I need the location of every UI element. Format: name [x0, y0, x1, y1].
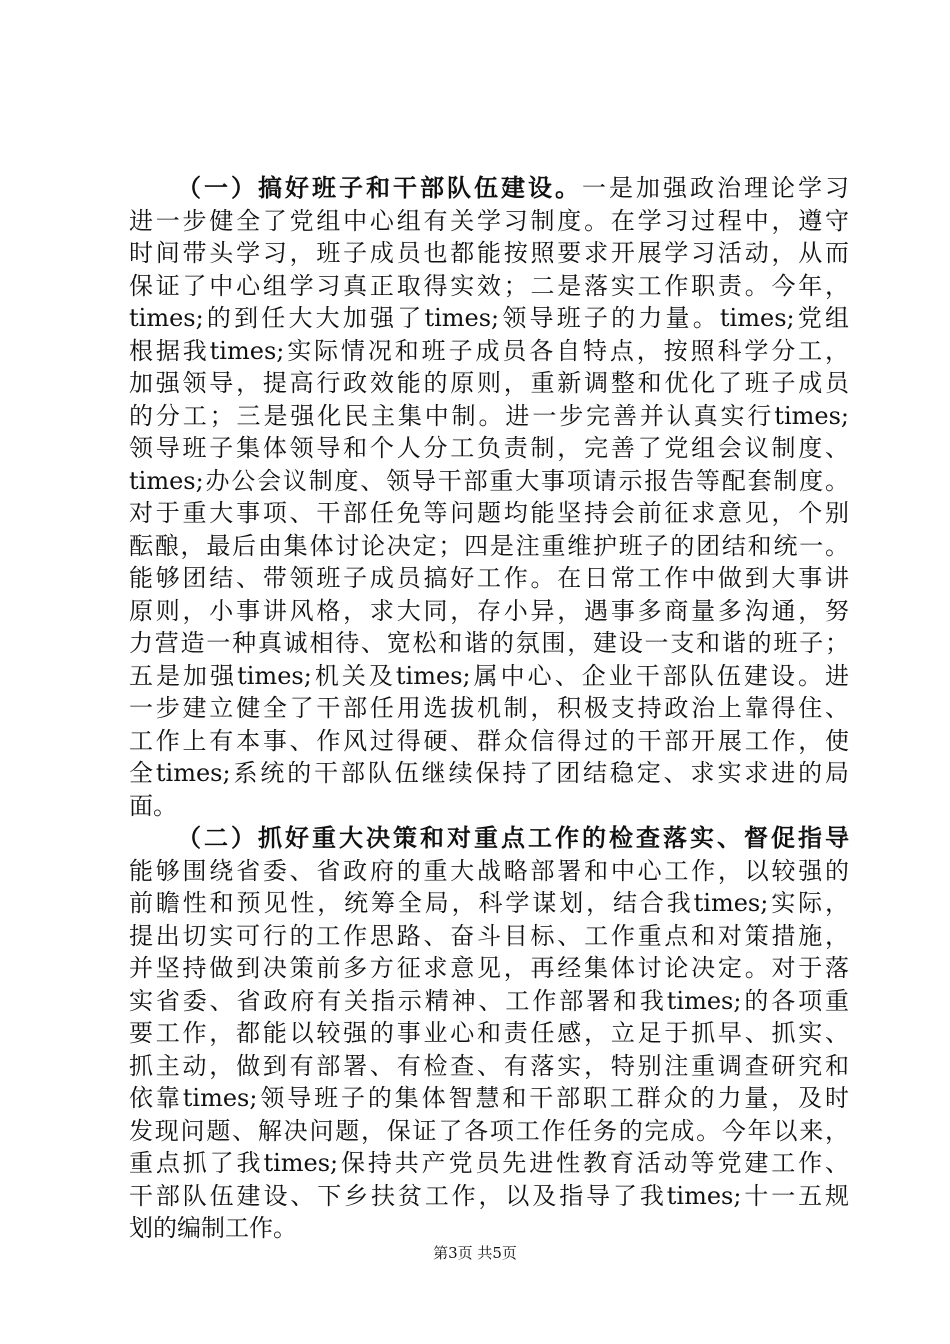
paragraph-1-line: 加强领导，提高行政效能的原则，重新调整和优化了班子成员 [129, 369, 849, 397]
paragraph-1-line: 领导班子集体领导和个人分工负责制，完善了党组会议制度、 [129, 434, 849, 462]
paragraph-2-line: 并坚持做到决策前多方征求意见，再经集体讨论决定。对于落 [129, 954, 849, 982]
paragraph-1-line: 能够团结、带领班子成员搞好工作。在日常工作中做到大事讲 [129, 564, 849, 592]
paragraph-2-line: 能够围绕省委、省政府的重大战略部署和中心工作，以较强的 [129, 856, 849, 885]
paragraph-1-last-line: 面。 [129, 791, 177, 820]
paragraph-2-line: 重点抓了我times;保持共产党员先进性教育活动等党建工作、 [129, 1149, 849, 1177]
paragraph-2-line: 实省委、省政府有关指示精神、工作部署和我times;的各项重 [129, 986, 849, 1015]
paragraph-2-last-line: 划的编制工作。 [129, 1214, 297, 1242]
paragraph-1-line: 对于重大事项、干部任免等问题均能坚持会前征求意见，个别 [129, 499, 849, 527]
paragraph-1-line: 工作上有本事、作风过得硬、群众信得过的干部开展工作，使 [129, 726, 849, 755]
paragraph-2-first-line [129, 822, 849, 855]
paragraph-2-line: 干部队伍建设、下乡扶贫工作，以及指导了我times;十一五规 [129, 1181, 849, 1210]
paragraph-2-line: 发现问题、解决问题，保证了各项工作任务的完成。今年以来， [129, 1116, 849, 1145]
paragraph-1-line: 力营造一种真诚相待、宽松和谐的氛围，建设一支和谐的班子； [129, 629, 849, 657]
paragraph-1-first-line [129, 172, 849, 205]
paragraph-1-line: 的分工；三是强化民主集中制。进一步完善并认真实行times; [129, 401, 849, 430]
paragraph-1-line: times;的到任大大加强了times;领导班子的力量。times;党组 [129, 304, 849, 332]
paragraph-1-line: 原则，小事讲风格，求大同，存小异，遇事多商量多沟通，努 [129, 596, 849, 625]
paragraph-1-line: 一步建立健全了干部任用选拔机制，积极支持政治上靠得住、 [129, 694, 849, 722]
paragraph-1-line: 全times;系统的干部队伍继续保持了团结稳定、求实求进的局 [129, 759, 849, 787]
paragraph-2-heading: （二）抓好重大决策和对重点工作的检查落实、督促指导 [177, 823, 849, 852]
paragraph-2-line: 依靠times;领导班子的集体智慧和干部职工群众的力量，及时 [129, 1084, 849, 1112]
paragraph-1-line: 时间带头学习，班子成员也都能按照要求开展学习活动，从而 [129, 239, 849, 267]
paragraph-2-line: 前瞻性和预见性，统筹全局，科学谋划，结合我times;实际， [129, 889, 849, 917]
paragraph-1-line: 保证了中心组学习真正取得实效；二是落实工作职责。今年， [129, 271, 849, 300]
paragraph-2-line: 抓主动，做到有部署、有检查、有落实，特别注重调查研究和 [129, 1051, 849, 1080]
paragraph-1-line: times;办公会议制度、领导干部重大事项请示报告等配套制度。 [129, 466, 849, 495]
paragraph-1-line: 进一步健全了党组中心组有关学习制度。在学习过程中，遵守 [129, 206, 849, 235]
paragraph-1-line: 根据我times;实际情况和班子成员各自特点，按照科学分工， [129, 336, 849, 365]
paragraph-1-line: 五是加强times;机关及times;属中心、企业干部队伍建设。进 [129, 661, 849, 690]
paragraph-2-line: 要工作，都能以较强的事业心和责任感，立足于抓早、抓实、 [129, 1019, 849, 1047]
paragraph-2-line: 提出切实可行的工作思路、奋斗目标、工作重点和对策措施， [129, 921, 849, 950]
paragraph-1-line: 酝酿，最后由集体讨论决定；四是注重维护班子的团结和统一。 [129, 531, 849, 560]
paragraph-1-heading: （一）搞好班子和干部队伍建设。 [177, 173, 582, 202]
document-body [129, 172, 849, 1245]
paragraph-1-first-line-text: 一是加强政治理论学习 [582, 174, 849, 202]
page-number-footer: 第3页 共5页 [433, 1244, 517, 1262]
